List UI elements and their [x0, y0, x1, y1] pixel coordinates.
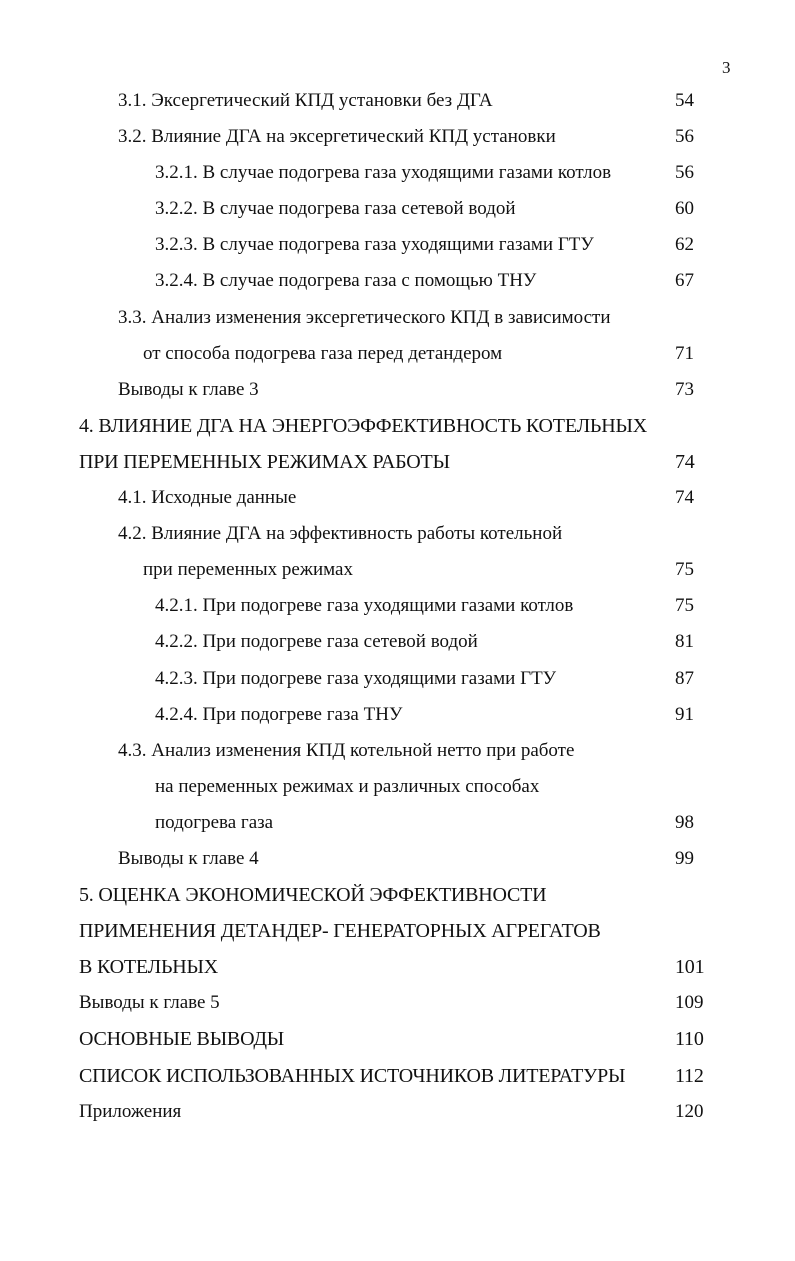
toc-entry-page: 54: [675, 90, 694, 111]
toc-entry-title: 4.3. Анализ изменения КПД котельной нетто при работе: [118, 739, 575, 761]
toc-entry: [0, 227, 795, 263]
toc-entry-page: 67: [675, 270, 694, 292]
toc-entry-page: 75: [675, 559, 694, 581]
toc-entry-title: 3.2.2. В случае подогрева газа сетевой водой: [155, 198, 516, 220]
page-number: 3: [722, 58, 731, 77]
toc-chapter-title: В КОТЕЛЬНЫХ: [79, 956, 218, 979]
toc-entry-title: 4.2.3. При подогреве газа уходящими газами ГТУ: [155, 667, 557, 689]
toc-entry: [0, 985, 795, 1021]
toc-entry: [0, 805, 795, 841]
toc-entry: [0, 588, 795, 624]
toc-entry: [0, 83, 795, 119]
toc-entry: [0, 372, 795, 408]
toc-entry-page: 74: [675, 487, 694, 509]
toc-entry-title: Приложения: [79, 1100, 182, 1122]
toc-entry: [0, 661, 795, 697]
toc-entry: [0, 624, 795, 660]
toc-entry-title: 3.2.4. В случае подогрева газа с помощью ТНУ: [155, 270, 537, 292]
toc-entry-page: 101: [675, 956, 705, 979]
toc-entry-page: 71: [675, 342, 694, 364]
toc-entry: [0, 300, 795, 336]
toc-chapter: [0, 949, 795, 985]
toc-entry-title: 4.1. Исходные данные: [118, 487, 297, 509]
toc-entry: [0, 155, 795, 191]
toc-entry-title: Выводы к главе 4: [118, 847, 259, 869]
toc-entry-title: 3.2.1. В случае подогрева газа уходящими газами котлов: [155, 162, 612, 184]
toc-chapter: [0, 913, 795, 949]
toc-entry-page: 91: [675, 703, 694, 725]
toc-entry-page: 60: [675, 198, 694, 220]
toc-entry-page: 120: [675, 1100, 704, 1122]
toc-entry-title: 4.2.2. При подогреве газа сетевой водой: [155, 631, 478, 653]
toc-entry: [0, 119, 795, 155]
toc-entry-title: при переменных режимах: [143, 559, 353, 581]
toc-entry-page: 112: [675, 1064, 704, 1087]
table-of-contents: [0, 83, 795, 1130]
toc-chapter-title: 5. ОЦЕНКА ЭКОНОМИЧЕСКОЙ ЭФФЕКТИВНОСТИ: [79, 884, 547, 907]
toc-entry-page: 81: [675, 631, 694, 653]
toc-entry-title: на переменных режимах и различных способах: [155, 775, 540, 797]
toc-entry-page: 62: [675, 234, 694, 256]
toc-entry: [0, 191, 795, 227]
toc-entry: [0, 697, 795, 733]
toc-entry-title: Выводы к главе 3: [118, 378, 259, 400]
toc-entry-page: 73: [675, 378, 694, 400]
toc-entry: [0, 733, 795, 769]
toc-chapter: [0, 1058, 795, 1094]
toc-entry-page: 56: [675, 126, 694, 148]
toc-entry-page: 109: [675, 992, 704, 1014]
toc-entry-title: 4.2.4. При подогреве газа ТНУ: [155, 703, 403, 725]
toc-chapter-title: ОСНОВНЫЕ ВЫВОДЫ: [79, 1028, 285, 1051]
toc-entry-page: 110: [675, 1028, 704, 1051]
toc-chapter-title: 4. ВЛИЯНИЕ ДГА НА ЭНЕРГОЭФФЕКТИВНОСТЬ КОТЕЛЬНЫХ: [79, 414, 647, 437]
toc-chapter: [0, 1021, 795, 1057]
toc-entry-title: 3.1. Эксергетический КПД установки без ДГА: [118, 90, 493, 111]
toc-entry: [0, 480, 795, 516]
toc-entry: [0, 769, 795, 805]
toc-entry: [0, 552, 795, 588]
toc-entry-page: 74: [675, 450, 695, 473]
toc-entry-title: от способа подогрева газа перед детандером: [143, 342, 503, 364]
toc-entry-page: 99: [675, 847, 694, 869]
toc-entry-page: 87: [675, 667, 694, 689]
toc-entry-title: Выводы к главе 5: [79, 992, 220, 1014]
toc-entry-title: 4.2.1. При подогреве газа уходящими газами котлов: [155, 595, 574, 617]
toc-entry-title: 3.2.3. В случае подогрева газа уходящими газами ГТУ: [155, 234, 594, 256]
toc-entry: [0, 263, 795, 299]
toc-chapter-title: СПИСОК ИСПОЛЬЗОВАННЫХ ИСТОЧНИКОВ ЛИТЕРАТУРЫ: [79, 1064, 626, 1087]
toc-chapter: [0, 877, 795, 913]
toc-entry: [0, 841, 795, 877]
toc-entry: [0, 1094, 795, 1130]
toc-entry-title: 4.2. Влияние ДГА на эффективность работы котельной: [118, 523, 563, 545]
toc-entry-page: 56: [675, 162, 694, 184]
toc-entry-title: 3.3. Анализ изменения эксергетического КПД в зависимости: [118, 306, 611, 328]
toc-entry: [0, 516, 795, 552]
toc-entry: [0, 336, 795, 372]
toc-chapter-title: ПРИМЕНЕНИЯ ДЕТАНДЕР- ГЕНЕРАТОРНЫХ АГРЕГАТОВ: [79, 920, 601, 943]
toc-entry-title: 3.2. Влияние ДГА на эксергетический КПД установки: [118, 126, 556, 148]
toc-chapter-title: ПРИ ПЕРЕМЕННЫХ РЕЖИМАХ РАБОТЫ: [79, 450, 450, 473]
toc-chapter: [0, 408, 795, 444]
toc-entry-page: 75: [675, 595, 694, 617]
toc-entry-page: 98: [675, 811, 694, 833]
toc-entry-title: подогрева газа: [155, 811, 274, 833]
toc-chapter: [0, 444, 795, 480]
